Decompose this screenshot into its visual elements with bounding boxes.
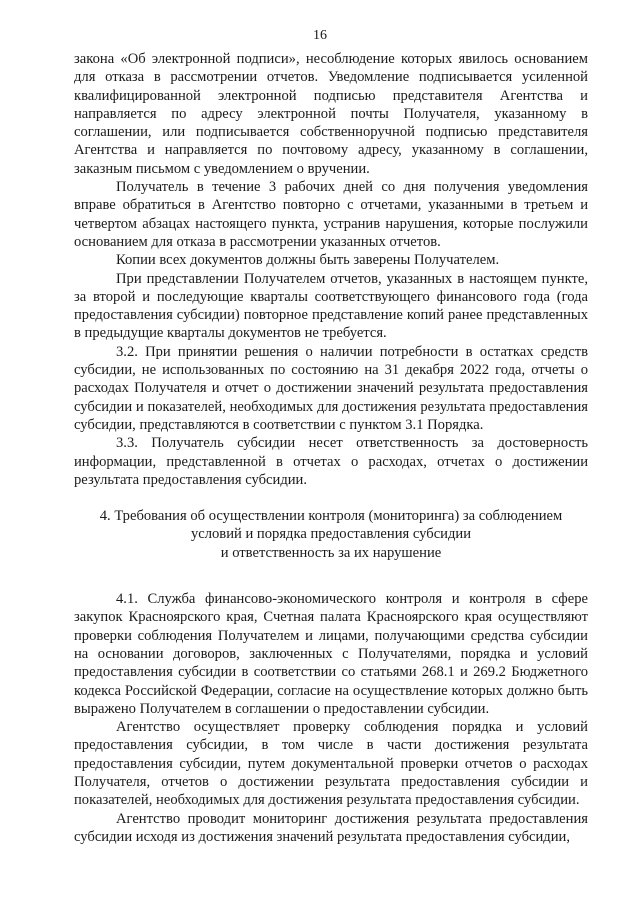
page-number: 16	[313, 28, 327, 43]
section-heading-line: и ответственность за их нарушение	[220, 544, 442, 561]
paragraph: 3.3. Получатель субсидии несет ответственность за достоверность информации, представленной в отчетах о расходах, отчетах о достижении результата предоставления субсидии.	[74, 435, 588, 488]
paragraph: При представлении Получателем отчетов, указанных в настоящем пункте, за второй и последующие кварталы соответствующего финансового года (года предоставления субсидии) повторное представление копий ранее представленных в предыдущие кварталы документов не требуется.	[74, 270, 588, 342]
paragraph: закона «Об электронной подписи», несоблюдение которых явилось основанием для отказа в рассмотрении отчетов. Уведомление подписывается усиленной квалифицированной электронной подписью представителя Агентства и направляется по адресу электронной почты Получателя, указанному в соглашении, или подписывается собственноручной подписью представителя Агентства и направляется по почтовому адресу, указанному в соглашении, заказным письмом с уведомлением о вручении.	[74, 51, 588, 177]
paragraph: Агентство осуществляет проверку соблюдения порядка и условий предоставления субсидии, в том числе в части достижения результата предоставления субсидии, путем документальной проверки отчетов о расходах Получателя, отчетов о достижении результата предоставления субсидии и показателей, необходимых для достижения результата предоставления субсидии.	[74, 719, 588, 809]
paragraph: 3.2. При принятии решения о наличии потребности в остатках средств субсидии, не использованных по состоянию на 31 декабря 2022 года, отчеты о расходах Получателя и отчет о достижении значений результата предоставления субсидии и показателей, необходимых для достижения результата предоставления субсидии, представляются в соответствии с пунктом 3.1 Порядка.	[74, 343, 588, 433]
paragraph: Получатель в течение 3 рабочих дней со дня получения уведомления вправе обратиться в Агентство повторно с отчетами, указанными в третьем и четвертом абзацах настоящего пункта, устранив нарушения, которые послужили основанием для отказа в рассмотрении указанных отчетов.	[74, 179, 588, 250]
section-heading	[74, 507, 588, 562]
section-heading-line: 4. Требования об осуществлении контроля (мониторинга) за соблюдением	[99, 508, 563, 525]
paragraph: Копии всех документов должны быть заверены Получателем.	[116, 252, 500, 269]
section-heading-line: условий и порядка предоставления субсидии	[190, 526, 472, 543]
document-body	[74, 50, 588, 846]
paragraph: Агентство проводит мониторинг достижения результата предоставления субсидии исходя из достижения значений результата предоставления субсидии,	[74, 810, 588, 845]
paragraph: 4.1. Служба финансово-экономического контроля и контроля в сфере закупок Красноярского края, Счетная палата Красноярского края осуществляют проверки соблюдения Получателем и лицами, получающими средства субсидии на основании договоров, заключенных с Получателями, порядка и условий предоставления субсидии в соответствии со статьями 268.1 и 269.2 Бюджетного кодекса Российской Федерации, согласие на осуществление которых должно быть выражено Получателем в соглашении о предоставлении субсидии.	[74, 591, 588, 717]
